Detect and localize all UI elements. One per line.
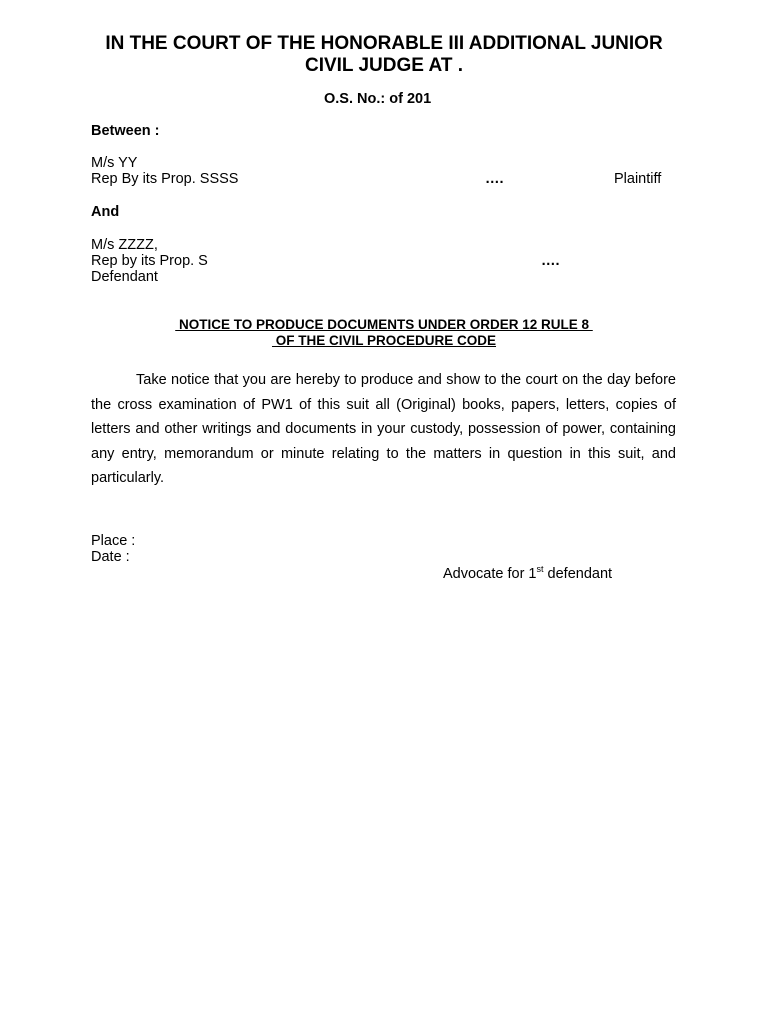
notice-body: Take notice that you are hereby to produce and show to the court on the day before the cross examination of PW1 of this suit all (Original) books, papers, letters, copies of letters and other writings and documents in your custody, possession of power, containing any entry, memorandum or minute relating to the matters in question in this suit, and particularly. bbox=[91, 372, 676, 486]
plaintiff-name: M/s YY bbox=[91, 155, 138, 171]
defendant-name: M/s ZZZZ, bbox=[91, 237, 158, 253]
court-title-line-2: CIVIL JUDGE AT . bbox=[304, 55, 463, 76]
place-label: Place : bbox=[91, 533, 136, 549]
between-label: Between : bbox=[91, 123, 160, 139]
defendant-dots: …. bbox=[541, 253, 560, 269]
notice-heading bbox=[60, 317, 708, 349]
advocate-suffix: defendant bbox=[543, 566, 613, 582]
plaintiff-rep: Rep By its Prop. SSSS bbox=[91, 171, 239, 187]
notice-heading-line-1: NOTICE TO PRODUCE DOCUMENTS UNDER ORDER 12 RULE 8 bbox=[175, 317, 593, 332]
defendant-rep: Rep by its Prop. S bbox=[91, 253, 208, 269]
date-label: Date : bbox=[91, 549, 130, 565]
and-label: And bbox=[91, 204, 120, 220]
plaintiff-dots: …. bbox=[485, 171, 504, 187]
advocate-superscript: st bbox=[536, 564, 544, 574]
defendant-role: Defendant bbox=[91, 269, 158, 285]
advocate-signature-line bbox=[443, 566, 612, 583]
advocate-prefix: Advocate for 1 bbox=[443, 566, 537, 582]
case-number: O.S. No.: of 201 bbox=[324, 91, 432, 107]
notice-heading-line-2: OF THE CIVIL PROCEDURE CODE bbox=[271, 333, 497, 348]
court-title bbox=[60, 33, 708, 77]
plaintiff-role: Plaintiff bbox=[614, 171, 662, 187]
court-title-line-1: IN THE COURT OF THE HONORABLE III ADDITIONAL JUNIOR bbox=[105, 33, 663, 54]
